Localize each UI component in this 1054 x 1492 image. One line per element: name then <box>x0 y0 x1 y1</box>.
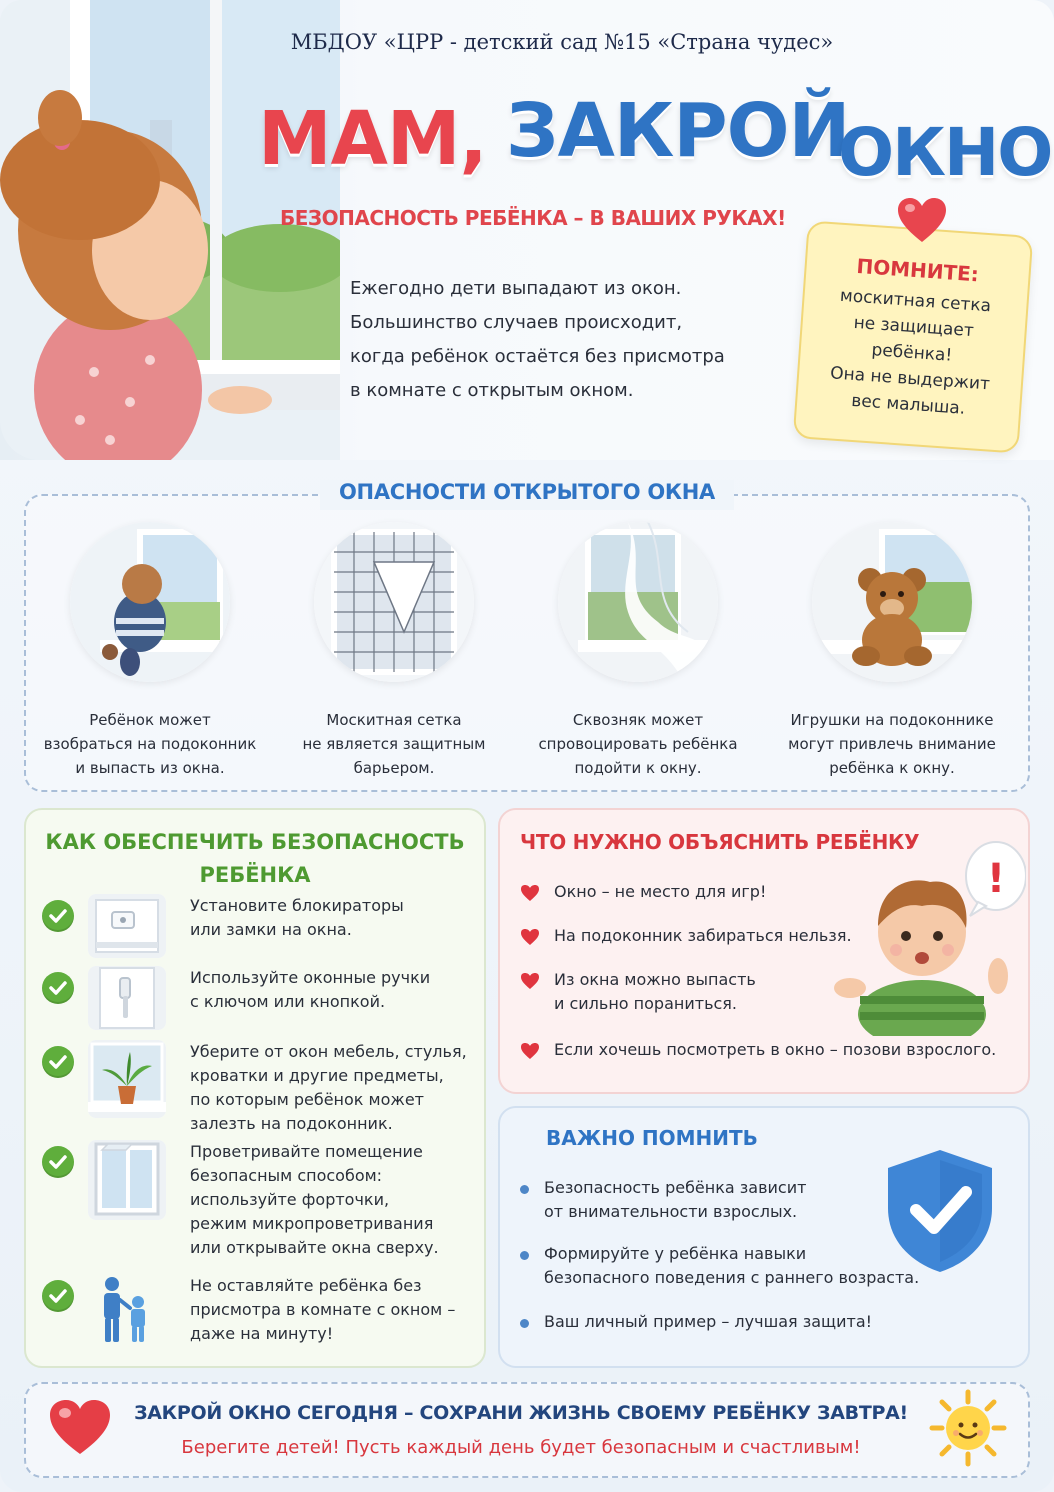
step-text <box>190 966 480 1014</box>
page-title <box>258 88 1052 208</box>
step-line: Проветривайте помещение <box>190 1142 423 1161</box>
torn-mosquito-net-icon <box>314 522 474 682</box>
heart-icon <box>520 928 540 946</box>
danger-image <box>314 522 474 682</box>
step-text <box>190 1140 480 1260</box>
check-icon <box>42 1046 74 1078</box>
danger-item-mosquito-net <box>274 522 514 780</box>
step-text <box>190 1274 480 1346</box>
important-line: безопасного поведения с раннего возраста. <box>544 1268 920 1287</box>
step-line: используйте форточки, <box>190 1190 390 1209</box>
caption-line: Ребёнок может <box>89 711 211 729</box>
step-line: режим микропроветривания <box>190 1214 434 1233</box>
check-icon <box>42 900 74 932</box>
step-line: кроватки и другие предметы, <box>190 1066 444 1085</box>
explain-line: Из окна можно выпасть <box>554 970 756 989</box>
step-line: Установите блокираторы <box>190 896 404 915</box>
check-icon <box>42 1280 74 1312</box>
important-title: ВАЖНО ПОМНИТЬ <box>546 1126 758 1150</box>
child-climbing-window-icon <box>70 522 230 682</box>
step-line: даже на минуту! <box>190 1324 334 1343</box>
step-line: Используйте оконные ручки <box>190 968 431 987</box>
important-line: Формируйте у ребёнка навыки <box>544 1244 807 1263</box>
boy-pointing-illustration <box>830 836 1026 1036</box>
step-line: присмотра в комнате с окном – <box>190 1300 456 1319</box>
step-line: с ключом или кнопкой. <box>190 992 386 1011</box>
toddler-at-window-illustration <box>0 0 340 460</box>
footer-subtext: Берегите детей! Пусть каждый день будет безопасным и счастливым! <box>181 1437 861 1458</box>
title-word-zakroy: ЗАКРОЙ <box>506 88 850 174</box>
remember-line: ребёнка! <box>870 340 953 366</box>
toddler-window-icon <box>0 0 340 460</box>
intro-text <box>350 272 790 408</box>
danger-caption <box>772 708 1012 780</box>
danger-image <box>812 522 972 682</box>
parent-child-icon <box>88 1274 166 1346</box>
caption-line: взобраться на подоконник <box>43 735 257 753</box>
remember-card <box>793 220 1034 453</box>
danger-caption <box>274 708 514 780</box>
step-text <box>190 1040 480 1136</box>
important-line: Безопасность ребёнка зависит <box>544 1178 807 1197</box>
explain-title: ЧТО НУЖНО ОБЪЯСНИТЬ РЕБЁНКУ <box>520 830 920 854</box>
heart-icon <box>520 884 540 902</box>
step-line: Уберите от окон мебель, стулья, <box>190 1042 467 1061</box>
danger-item-toys <box>772 522 1012 780</box>
intro-line: когда ребёнок остаётся без присмотра <box>350 346 725 367</box>
caption-line: не является защитным <box>302 735 486 753</box>
heart-icon <box>48 1398 112 1456</box>
intro-line: Ежегодно дети выпадают из окон. <box>350 278 682 299</box>
caption-line: подойти к окну. <box>574 759 702 777</box>
step-line: Не оставляйте ребёнка без <box>190 1276 422 1295</box>
subtitle: БЕЗОПАСНОСТЬ РЕБЁНКА – В ВАШИХ РУКАХ! <box>280 206 786 230</box>
title-word-mam: МАМ, <box>258 96 487 182</box>
heart-icon <box>520 972 540 990</box>
plant-pot-icon <box>88 1040 166 1118</box>
exclamation-mark: ! <box>986 856 1006 902</box>
bullet-dot <box>520 1319 529 1328</box>
explain-line: На подоконник забираться нельзя. <box>554 926 852 945</box>
sun-icon <box>928 1388 1008 1468</box>
footer-slogan: ЗАКРОЙ ОКНО СЕГОДНЯ – СОХРАНИ ЖИЗНЬ СВОЕМУ РЕБЁНКУ ЗАВТРА! <box>134 1402 908 1424</box>
caption-line: Игрушки на подоконнике <box>790 711 994 729</box>
important-line: от внимательности взрослых. <box>544 1202 798 1221</box>
step-line: безопасным способом: <box>190 1166 383 1185</box>
caption-line: спровоцировать ребёнка <box>538 735 738 753</box>
footer-banner <box>24 1382 1030 1478</box>
caption-line: барьером. <box>353 759 435 777</box>
remember-line: вес малыша. <box>850 390 966 419</box>
step-line: или замки на окна. <box>190 920 352 939</box>
explain-line: и сильно пораниться. <box>554 994 737 1013</box>
danger-caption <box>30 708 270 780</box>
remember-line: не защищает <box>852 312 975 342</box>
window-vent-icon <box>88 1140 166 1220</box>
curtain-draft-icon <box>558 522 718 682</box>
heart-icon <box>896 196 948 244</box>
bullet-dot <box>520 1251 529 1260</box>
check-icon <box>42 1146 74 1178</box>
explain-line: Если хочешь посмотреть в окно – позови взрослого. <box>554 1040 997 1059</box>
explain-line: Окно – не место для игр! <box>554 882 767 901</box>
check-icon <box>42 972 74 1004</box>
bullet-dot <box>520 1185 529 1194</box>
dangers-title: ОПАСНОСТИ ОТКРЫТОГО ОКНА <box>320 480 734 510</box>
remember-line: Она не выдержит <box>829 363 991 395</box>
safety-title-line: КАК ОБЕСПЕЧИТЬ БЕЗОПАСНОСТЬ <box>45 830 465 854</box>
step-line: залезть на подоконник. <box>190 1114 393 1133</box>
window-lock-icon <box>88 894 166 958</box>
intro-line: Большинство случаев происходит, <box>350 312 683 333</box>
remember-title: ПОМНИТЕ: <box>855 253 980 287</box>
shield-check-icon <box>880 1146 1000 1276</box>
institution-name: МБДОУ «ЦРР - детский сад №15 «Страна чудес» <box>290 30 834 54</box>
heart-icon <box>520 1042 540 1060</box>
caption-line: Сквозняк может <box>572 711 704 729</box>
caption-line: могут привлечь внимание <box>788 735 996 753</box>
title-word-okno: ОКНО <box>838 114 1052 191</box>
danger-image <box>70 522 230 682</box>
danger-caption <box>518 708 758 780</box>
caption-line: Москитная сетка <box>326 711 462 729</box>
safety-title <box>24 826 486 892</box>
intro-line: в комнате с открытым окном. <box>350 380 634 401</box>
window-handle-icon <box>88 966 166 1030</box>
caption-line: ребёнка к окну. <box>829 759 955 777</box>
important-line: Ваш личный пример – лучшая защита! <box>544 1312 873 1331</box>
danger-image <box>558 522 718 682</box>
remember-line: москитная сетка <box>839 285 992 317</box>
hero-section <box>0 0 1054 460</box>
danger-item-draft <box>518 522 758 780</box>
step-line: или открывайте окна сверху. <box>190 1238 439 1257</box>
teddy-bear-icon <box>812 522 972 682</box>
caption-line: и выпасть из окна. <box>75 759 225 777</box>
step-line: по которым ребёнок может <box>190 1090 424 1109</box>
danger-item-climb <box>30 522 270 780</box>
safety-title-line: РЕБЁНКА <box>199 863 311 887</box>
step-text <box>190 894 480 942</box>
